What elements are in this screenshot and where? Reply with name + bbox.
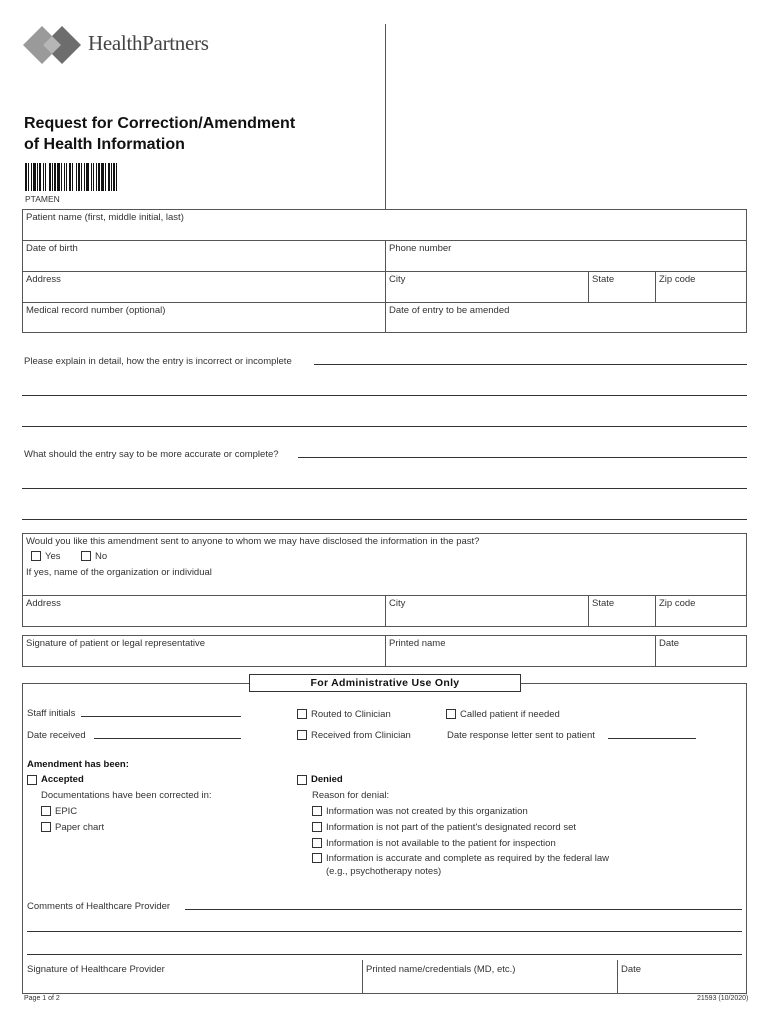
comments-line-2[interactable] [27,931,742,932]
yes-checkbox[interactable] [31,551,41,561]
staff-initials-label: Staff initials [27,708,76,719]
reason-1-checkbox[interactable] [312,806,322,816]
printed-name-field[interactable]: Printed name [389,638,446,649]
epic-label: EPIC [55,806,78,817]
should-say-line-1[interactable] [298,457,747,458]
routed-checkbox[interactable] [297,709,307,719]
reason-2-checkbox[interactable] [312,822,322,832]
date-received-line[interactable] [94,738,241,739]
accepted-checkbox[interactable] [27,775,37,785]
date-response-label: Date response letter sent to patient [447,730,595,741]
printed-credentials-field[interactable]: Printed name/credentials (MD, etc.) [366,964,516,975]
barcode-icon [25,163,185,191]
called-label: Called patient if needed [460,709,560,720]
amendment-heading: Amendment has been: [27,759,129,770]
disclosure-city-field[interactable]: City [389,598,406,609]
signature-date-field[interactable]: Date [659,638,680,649]
state-field[interactable]: State [592,274,615,285]
logo-text: HealthPartners [88,31,209,55]
no-label: No [95,551,108,562]
comments-line-3[interactable] [27,954,742,955]
received-from-checkbox[interactable] [297,730,307,740]
explain-line-2[interactable] [22,395,747,396]
should-say-line-2[interactable] [22,488,747,489]
should-say-line-3[interactable] [22,519,747,520]
explain-question: Please explain in detail, how the entry is incorrect or incomplete [24,356,292,367]
reason-3-label: Information is not available to the patient for inspection [326,838,556,849]
date-response-line[interactable] [608,738,696,739]
denied-label: Denied [311,774,343,785]
yes-label: Yes [45,551,61,562]
zip-code-field[interactable]: Zip code [659,274,696,285]
healthpartners-logo-icon [22,24,84,66]
disclosure-state-field[interactable]: State [592,598,615,609]
reason-4b-label: (e.g., psychotherapy notes) [326,866,442,877]
date-of-birth-field[interactable]: Date of birth [26,243,78,254]
explain-line-3[interactable] [22,426,747,427]
staff-initials-line[interactable] [81,716,241,717]
page-title-line2: of Health Information [24,136,185,153]
header-divider [385,24,386,210]
patient-name-field[interactable]: Patient name (first, middle initial, last) [26,212,184,223]
disclosure-question: Would you like this amendment sent to anyone to whom we may have disclosed the information in the past? [26,536,480,547]
org-name-field[interactable]: If yes, name of the organization or individual [26,567,212,578]
provider-date-field[interactable]: Date [621,964,642,975]
reason-2-label: Information is not part of the patient's designated record set [326,822,577,833]
page-number: Page 1 of 2 [24,995,60,1002]
form-code: PTAMEN [25,194,60,204]
reason-4-label: Information is accurate and complete as required by the federal law [326,853,610,864]
patient-signature-field[interactable]: Signature of patient or legal representative [26,638,206,649]
reason-3-checkbox[interactable] [312,838,322,848]
reason-1-label: Information was not created by this organization [326,806,528,817]
disclosure-address-field[interactable]: Address [26,598,61,609]
address-field[interactable]: Address [26,274,61,285]
provider-signature-field[interactable]: Signature of Healthcare Provider [27,964,165,975]
admin-title: For Administrative Use Only [249,674,521,692]
paper-chart-label: Paper chart [55,822,105,833]
comments-line-1[interactable] [185,909,742,910]
no-checkbox[interactable] [81,551,91,561]
should-say-question: What should the entry say to be more accurate or complete? [24,449,279,460]
reason-label: Reason for denial: [312,790,390,801]
comments-label: Comments of Healthcare Provider [27,901,171,912]
date-of-entry-field[interactable]: Date of entry to be amended [389,305,510,316]
form-number: 21593 (10/2020) [697,995,749,1002]
epic-checkbox[interactable] [41,806,51,816]
reason-4-checkbox[interactable] [312,853,322,863]
explain-line-1[interactable] [314,364,747,365]
corrected-in-label: Documentations have been corrected in: [41,790,212,801]
received-from-label: Received from Clinician [311,730,411,741]
page-title-line1: Request for Correction/Amendment [24,115,296,132]
routed-label: Routed to Clinician [311,709,391,720]
denied-checkbox[interactable] [297,775,307,785]
paper-chart-checkbox[interactable] [41,822,51,832]
accepted-label: Accepted [41,774,84,785]
medical-record-number-field[interactable]: Medical record number (optional) [26,305,166,316]
disclosure-zip-field[interactable]: Zip code [659,598,696,609]
called-checkbox[interactable] [446,709,456,719]
phone-number-field[interactable]: Phone number [389,243,452,254]
date-received-label: Date received [27,730,86,741]
city-field[interactable]: City [389,274,406,285]
